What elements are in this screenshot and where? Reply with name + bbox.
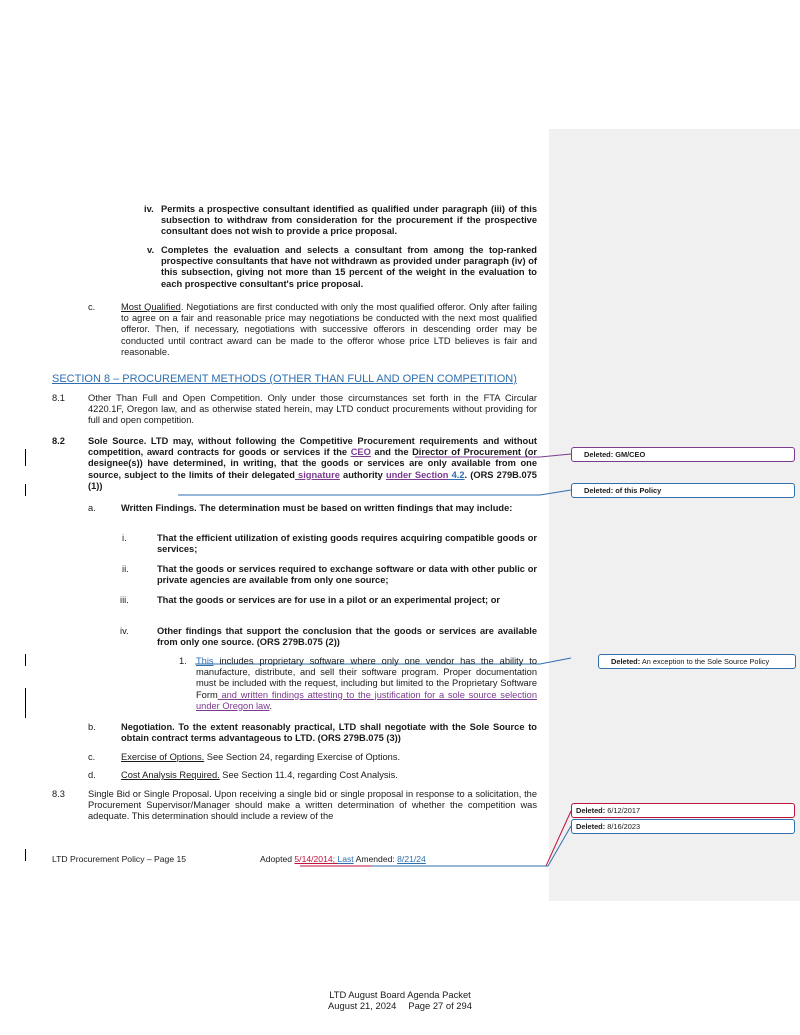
paragraph-cost-analysis <box>121 770 537 781</box>
text: . Negotiations are first conducted with only the most qualified offeror. Only after failing to agree on a fair and reasonable price may negotiations be conducted with the next most qualified offeror. Then, if necessary, negotiations with successive offerors in descending order may be conducted until contract award can be made to the offeror whose price LTD believes is fair and reasonable. <box>121 302 537 357</box>
insertion-section-number[interactable]: 4.2 <box>448 469 465 480</box>
finding-item: That the efficient utilization of existing goods requires acquiring compatible goods or services; <box>157 533 537 555</box>
footer-amended-label: Amended: <box>353 854 398 864</box>
insertion-under-section[interactable]: under Section <box>385 469 449 480</box>
paragraph-written-findings: Written Findings. The determination must be based on written findings that may include: <box>121 503 513 513</box>
footer-last[interactable]: Last <box>337 854 354 864</box>
paragraph-proprietary-software <box>196 656 537 712</box>
text: See Section 24, regarding Exercise of Options. <box>204 752 401 762</box>
item-number: v. <box>147 245 155 255</box>
packet-footer <box>0 989 800 1011</box>
text: . <box>269 700 272 711</box>
footer-amended-date[interactable]: 8/21/24 <box>397 854 426 864</box>
finding-item: That the goods or services required to exchange software or data with other public or private agencies are available from only one source; <box>157 564 537 586</box>
item-letter: c. <box>88 302 96 312</box>
comment-label: Deleted: <box>576 822 606 831</box>
findings-number: ii. <box>122 564 129 574</box>
comment-label: Deleted: <box>576 806 606 815</box>
finding-item: That the goods or services are for use in a pilot or an experimental project; or <box>157 595 501 605</box>
paragraph-8-1: Other Than Full and Open Competition. Only under those circumstances set forth in the FTA Circular 4220.1F, Oregon law, and as otherwise stated herein, may LTD conduct procurements without providing for full and open competition. <box>88 393 537 426</box>
packet-date-line <box>0 1000 800 1011</box>
text: Sole Source. LTD may, without following the Competitive Procurement requirements and without competition, award contracts for goods or services if the <box>88 436 537 458</box>
paragraph-most-qualified <box>121 302 537 358</box>
comment-text: 8/16/2023 <box>605 822 641 831</box>
footer-separator: ; <box>332 854 338 864</box>
comment-deleted-amended-date[interactable] <box>571 819 795 834</box>
heading-most-qualified: Most Qualified <box>121 302 181 312</box>
footer-adopted-date[interactable]: 5/14/2014 <box>294 854 333 864</box>
comment-label: Deleted: <box>584 486 614 495</box>
change-bar <box>25 484 26 496</box>
comment-text: 6/12/2017 <box>605 806 641 815</box>
findings-number: i. <box>122 533 127 543</box>
packet-title: LTD August Board Agenda Packet <box>329 989 471 1000</box>
comment-label: Deleted: <box>584 450 614 459</box>
comment-label: Deleted: <box>611 657 641 666</box>
change-bar <box>25 654 26 666</box>
packet-page: Page 27 of 294 <box>408 1000 472 1011</box>
packet-date: August 21, 2024 <box>328 1000 397 1011</box>
item-letter: b. <box>88 722 96 732</box>
findings-number: iv. <box>120 626 129 636</box>
paragraph-v: Completes the evaluation and selects a consultant from among the top-ranked prospective consultants that have not withdrawn as provided under paragraph (iv) of this subsection, giving not more than 15 percent of the weight in the evaluation to each prospective consultant's price proposal. <box>161 245 537 289</box>
section-number: 8.3 <box>52 789 65 799</box>
item-letter: c. <box>88 752 96 762</box>
footer-title: LTD Procurement Policy – Page 15 <box>52 854 187 864</box>
paragraph-8-3: Single Bid or Single Proposal. Upon receiving a single bid or single proposal in response to a solicitation, the Procurement Supervisor/Manager should make a written determination of whether the competition was adequate. This determination should include a review of the <box>88 789 537 822</box>
insertion-written-findings[interactable]: and written findings attesting to the justification for a sole source selection under Oregon law <box>196 689 537 711</box>
text: includes proprietary software where only one vendor has the ability to manufacture, distribute, and sell their software program. Proper documentation must be included with the request, including but limited to the Proprietary Software Form <box>196 656 537 700</box>
comment-text: of this Policy <box>613 486 662 495</box>
section-heading: SECTION 8 – PROCUREMENT METHODS (OTHER THAN FULL AND OPEN COMPETITION) <box>52 373 517 385</box>
heading-exercise-options: Exercise of Options. <box>121 752 205 762</box>
change-bar <box>25 688 26 718</box>
footer-dates <box>260 854 426 865</box>
text: and the Director of Procurement (or designee(s)) have determined, in writing, that the goods or services are only available from one source, subject to the limits of their delegated <box>88 447 537 480</box>
text: . (ORS 279B.075 (1)) <box>88 469 537 491</box>
item-number: iv. <box>144 204 154 214</box>
paragraph-iv: Permits a prospective consultant identified as qualified under paragraph (iii) of this subsection to withdraw from consideration for the procurement if the prospective consultant does not wish to provide a price proposal. <box>161 204 537 237</box>
comment-text: An exception to the Sole Source Policy <box>640 657 770 666</box>
text: authority <box>339 469 386 480</box>
paragraph-exercise-options <box>121 752 537 763</box>
item-number: 1. <box>179 656 187 666</box>
text: See Section 11.4, regarding Cost Analysis. <box>219 770 398 780</box>
item-letter: a. <box>88 503 96 513</box>
comment-text: GM/CEO <box>613 450 646 459</box>
comment-deleted-of-this-policy[interactable] <box>571 483 795 498</box>
item-letter: d. <box>88 770 96 780</box>
comment-margin-pane <box>549 129 800 901</box>
paragraph-negotiation: Negotiation. To the extent reasonably practical, LTD shall negotiate with the Sole Source to obtain contract terms advantageous to LTD. (ORS 279B.075 (3)) <box>121 722 537 744</box>
insertion-signature[interactable]: signature <box>294 469 340 480</box>
section-number: 8.1 <box>52 393 65 403</box>
finding-item: Other findings that support the conclusion that the goods or services are available from only one source. (ORS 279B.075 (2)) <box>157 626 537 648</box>
section-number: 8.2 <box>52 436 65 446</box>
comment-deleted-exception[interactable] <box>598 654 796 669</box>
insertion-ceo[interactable]: CEO <box>350 447 371 458</box>
change-bar <box>25 449 26 466</box>
footer-adopted-label: Adopted <box>260 854 295 864</box>
paragraph-8-2 <box>88 436 537 492</box>
findings-number: iii. <box>120 595 129 605</box>
comment-deleted-adopted-date[interactable] <box>571 803 795 818</box>
comment-deleted-gm-ceo[interactable] <box>571 447 795 462</box>
heading-cost-analysis: Cost Analysis Required. <box>121 770 220 780</box>
change-bar <box>25 849 26 861</box>
insertion-this[interactable]: This <box>196 656 214 666</box>
